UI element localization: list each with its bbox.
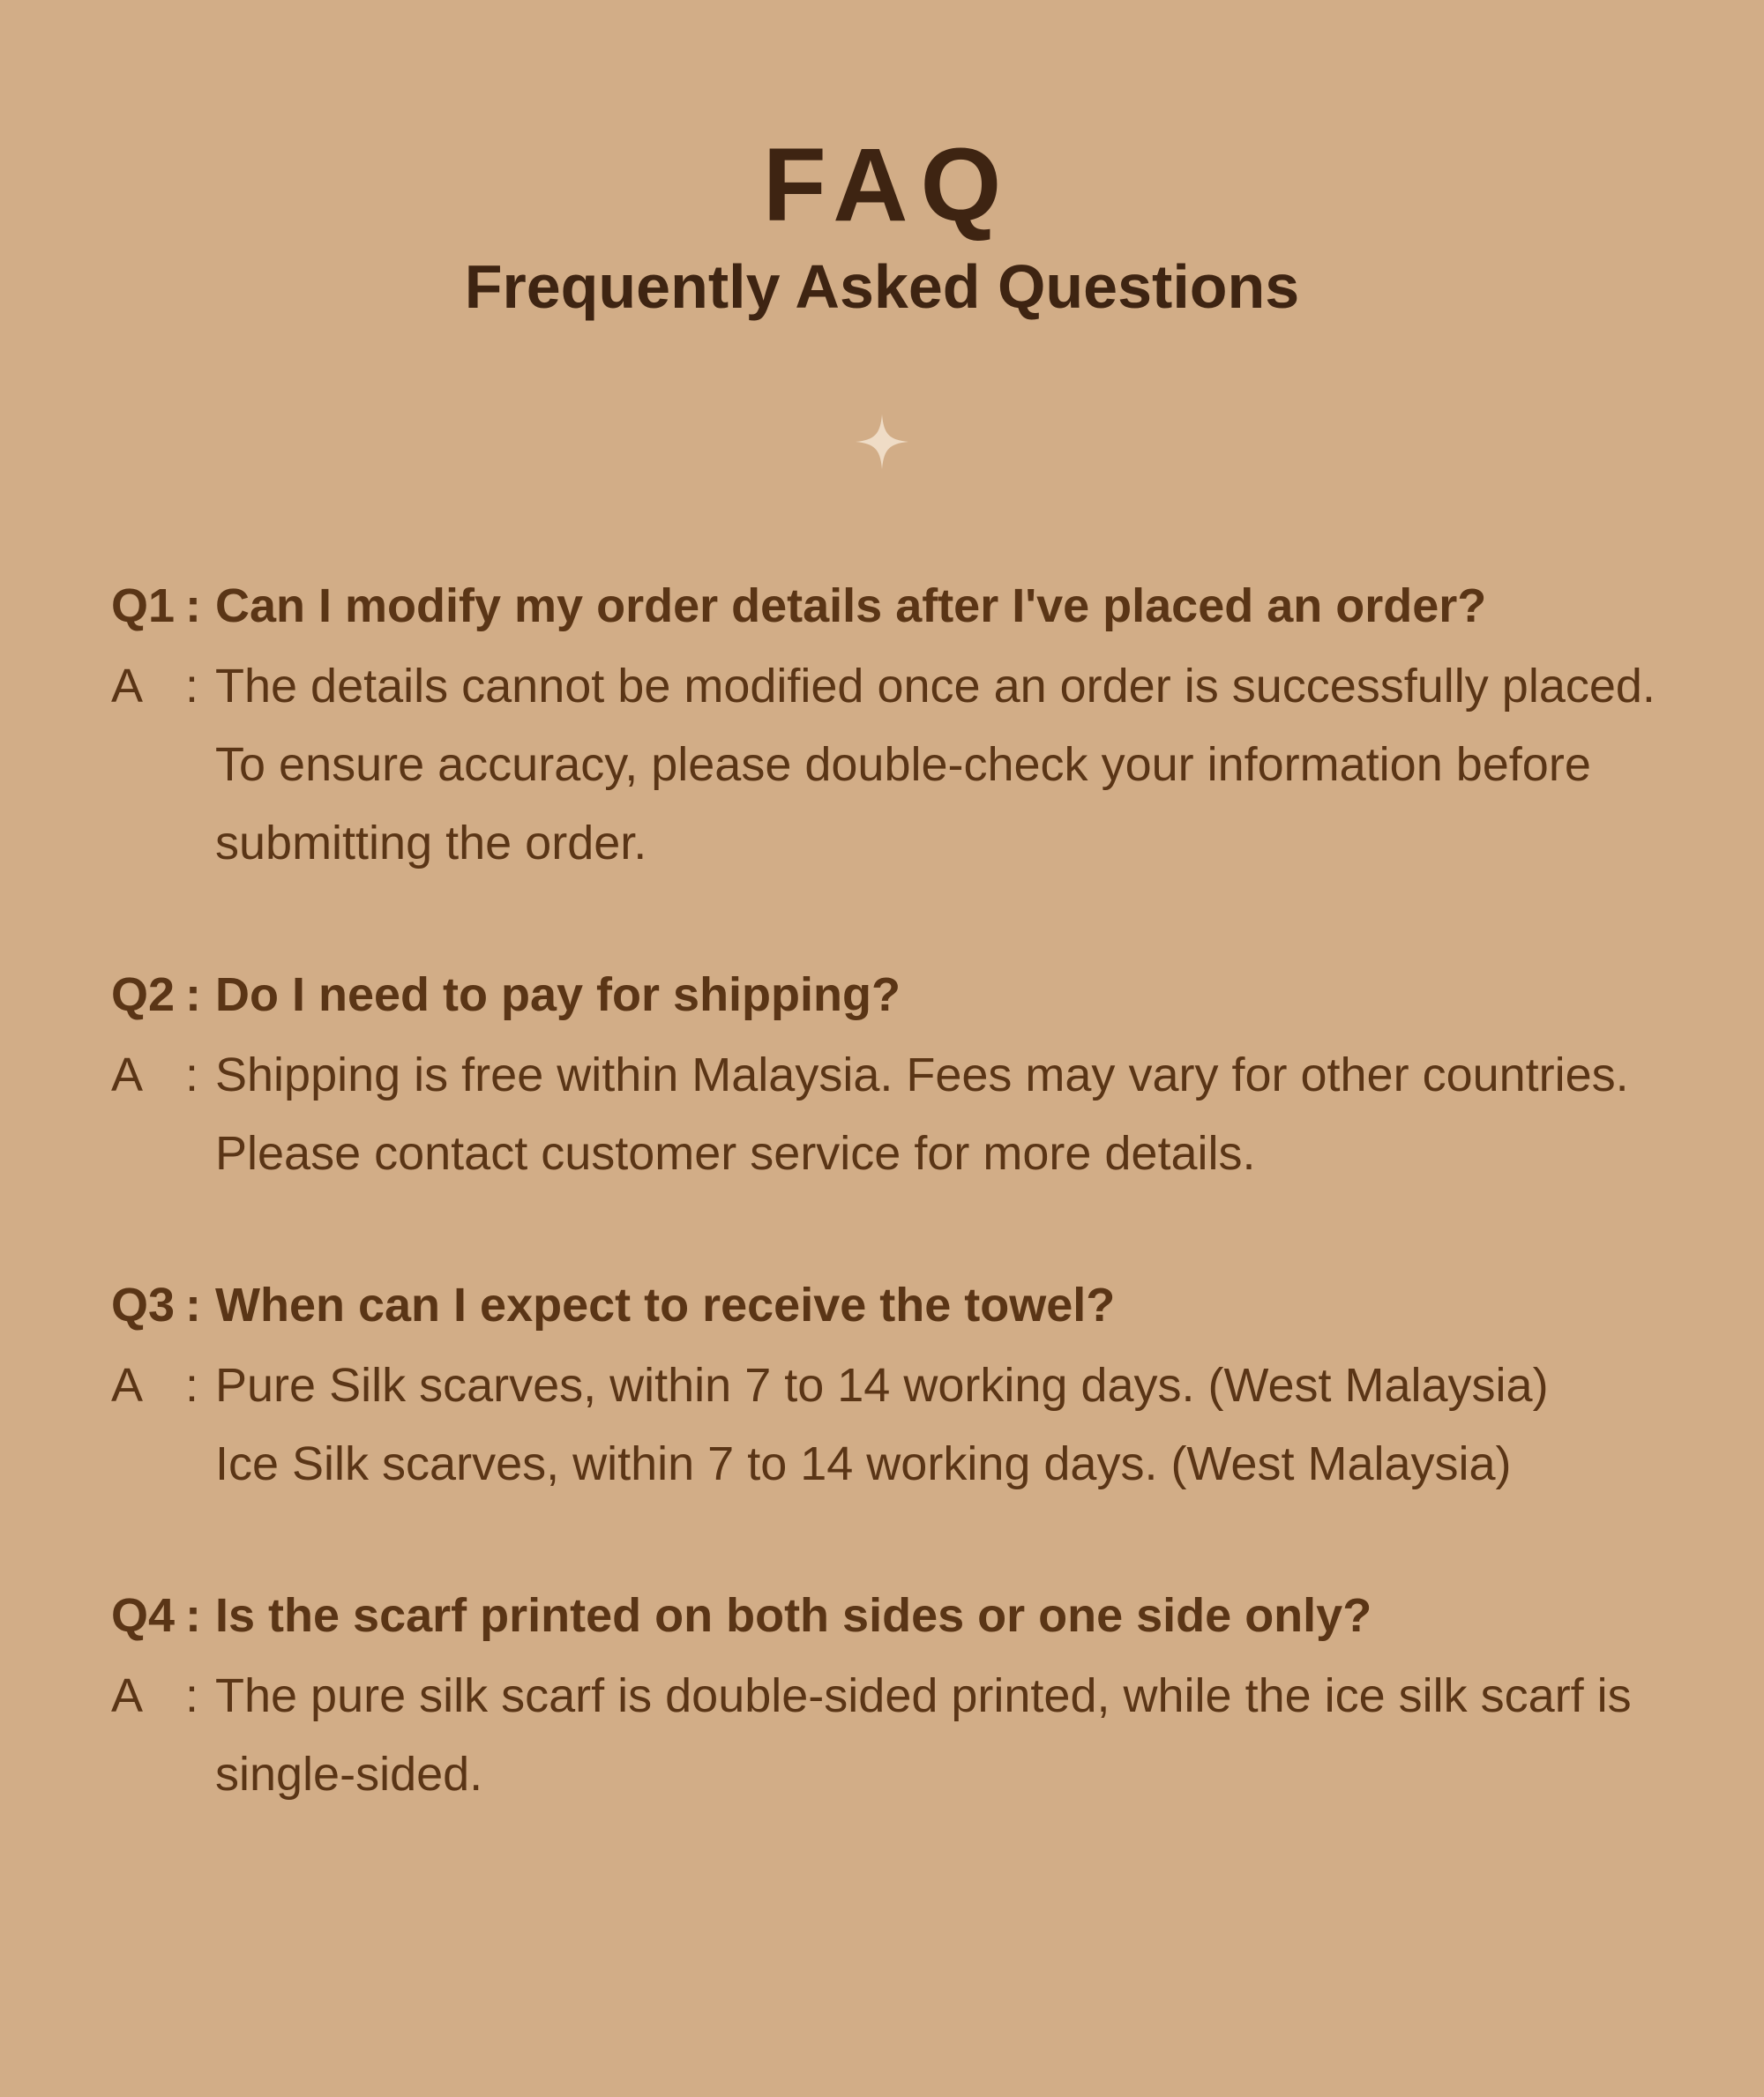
answer-line: Ice Silk scarves, within 7 to 14 working days. (West Malaysia)	[215, 1437, 1512, 1490]
question-text: Do I need to pay for shipping?	[215, 968, 901, 1021]
answer-text	[215, 1036, 1663, 1193]
question-text: Is the scarf printed on both sides or one side only?	[215, 1589, 1372, 1642]
answer-label: A	[111, 1669, 144, 1722]
answer-colon: :	[185, 1048, 199, 1101]
answer-text	[215, 1657, 1663, 1814]
page-title: FAQ	[762, 127, 1014, 243]
four-point-star-icon	[856, 414, 908, 469]
faq-item	[111, 573, 1663, 883]
faq-list	[111, 573, 1663, 1893]
answer-text	[215, 647, 1663, 883]
answer-line: The pure silk scarf is double-sided printed, while the ice silk scarf is single-sided.	[215, 1669, 1632, 1801]
question-row	[111, 573, 1663, 638]
answer-row	[111, 647, 1663, 883]
question-label: Q2	[111, 968, 176, 1021]
answer-label: A	[111, 1359, 144, 1412]
page-subtitle: Frequently Asked Questions	[464, 252, 1300, 321]
answer-line: Please contact customer service for more details.	[215, 1127, 1256, 1180]
question-colon: :	[185, 1589, 201, 1642]
question-row	[111, 1272, 1663, 1338]
question-label: Q4	[111, 1589, 176, 1642]
question-colon: :	[185, 1279, 201, 1332]
faq-item	[111, 962, 1663, 1193]
question-text: When can I expect to receive the towel?	[215, 1279, 1116, 1332]
answer-line: To ensure accuracy, please double-check your information before submitting the order.	[215, 738, 1591, 869]
answer-line: Shipping is free within Malaysia. Fees may vary for other countries.	[215, 1048, 1629, 1101]
question-row	[111, 962, 1663, 1027]
question-colon: :	[185, 579, 201, 632]
question-text: Can I modify my order details after I've placed an order?	[215, 579, 1487, 632]
question-colon: :	[185, 968, 201, 1021]
answer-line: The details cannot be modified once an order is successfully placed.	[215, 660, 1656, 713]
faq-item	[111, 1583, 1663, 1814]
question-label: Q1	[111, 579, 176, 632]
faq-item	[111, 1272, 1663, 1504]
question-row	[111, 1583, 1663, 1648]
answer-row	[111, 1347, 1663, 1504]
answer-row	[111, 1657, 1663, 1814]
answer-colon: :	[185, 1359, 199, 1412]
answer-line: Pure Silk scarves, within 7 to 14 working days. (West Malaysia)	[215, 1359, 1549, 1412]
answer-text	[215, 1347, 1663, 1504]
answer-label: A	[111, 1048, 144, 1101]
answer-colon: :	[185, 1669, 199, 1722]
faq-header	[0, 123, 1764, 326]
question-label: Q3	[111, 1279, 176, 1332]
answer-row	[111, 1036, 1663, 1193]
answer-label: A	[111, 660, 144, 713]
answer-colon: :	[185, 660, 199, 713]
